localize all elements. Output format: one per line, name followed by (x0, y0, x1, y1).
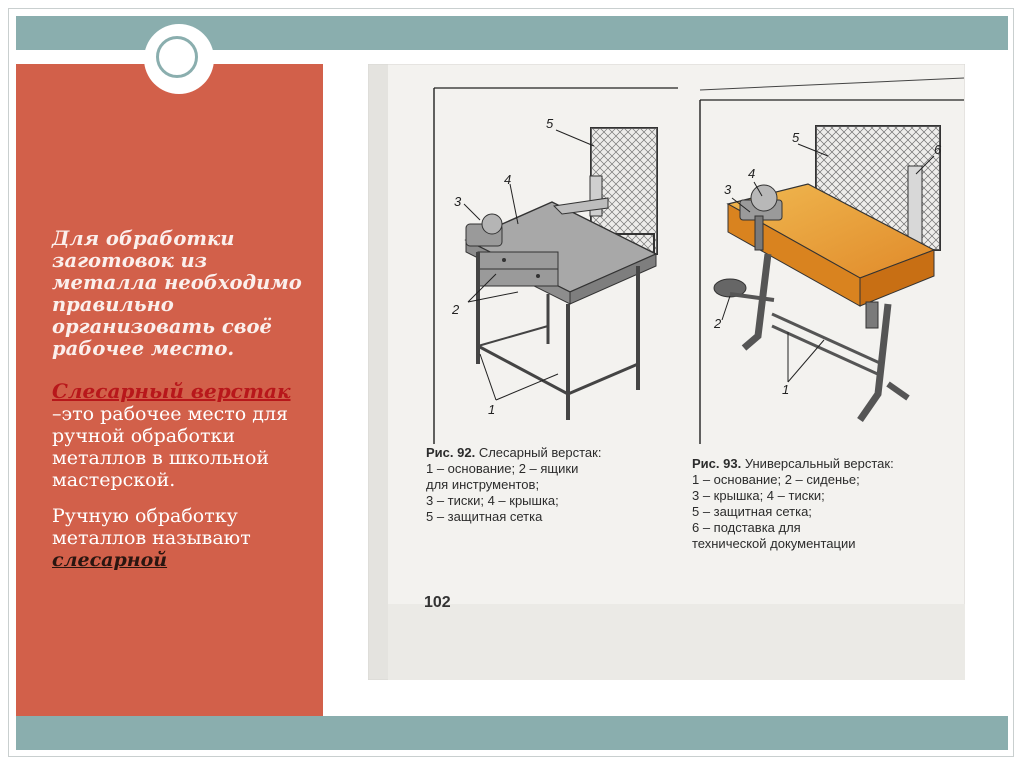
note-paragraph (52, 505, 302, 571)
caption-93-line-5: 6 – подставка для (692, 520, 801, 535)
label-92-1: 1 (488, 402, 496, 417)
caption-92-line-3: для инструментов; (426, 477, 540, 492)
caption-93-line-2: 1 – основание; 2 – сиденье; (692, 472, 860, 487)
bench-92 (451, 116, 657, 420)
note-text: Ручную обработку металлов называют (52, 505, 251, 549)
label-93-2: 2 (714, 316, 722, 331)
caption-92-title: Рис. 92. (426, 445, 476, 460)
label-93-5: 5 (792, 130, 800, 145)
circle-ornament-ring (156, 36, 198, 78)
caption-fig-92 (426, 445, 601, 525)
caption-93-line-6: технической документации (692, 536, 856, 551)
label-92-5: 5 (546, 116, 554, 131)
caption-93-line-3: 3 – крышка; 4 – тиски; (692, 488, 825, 503)
label-93-6: 6 (934, 142, 942, 157)
text-block (52, 228, 302, 571)
label-93-4: 4 (748, 166, 756, 181)
intro-text: Для обработки заготовок из металла необходимо правильно организовать своё рабочее место. (52, 227, 302, 360)
label-92-2: 2 (452, 302, 460, 317)
note-link: слесарной (52, 549, 168, 571)
bench-93 (713, 126, 942, 420)
workbench-illustration (368, 64, 965, 680)
label-92-4: 4 (504, 172, 512, 187)
bottom-band (16, 716, 1008, 750)
caption-93-line-4: 5 – защитная сетка; (692, 504, 812, 519)
definition-paragraph (52, 380, 302, 491)
label-93-3: 3 (724, 182, 732, 197)
label-92-3: 3 (454, 194, 462, 209)
textbook-page-image (368, 64, 965, 680)
caption-93-line-1: Универсальный верстак: (744, 456, 894, 471)
definition-term: Слесарный верстак (52, 379, 291, 403)
page-number: 102 (424, 594, 451, 611)
caption-92-line-5: 5 – защитная сетка (426, 509, 543, 524)
label-93-1: 1 (782, 382, 790, 397)
caption-92-line-1: Слесарный верстак: (478, 445, 602, 460)
caption-fig-93 (692, 456, 894, 552)
caption-93-title: Рис. 93. (692, 456, 742, 471)
caption-92-line-4: 3 – тиски; 4 – крышка; (426, 493, 559, 508)
caption-92-line-2: 1 – основание; 2 – ящики (426, 461, 579, 476)
definition-text: –это рабочее место для ручной обработки металлов в школьной мастерской. (52, 403, 288, 491)
